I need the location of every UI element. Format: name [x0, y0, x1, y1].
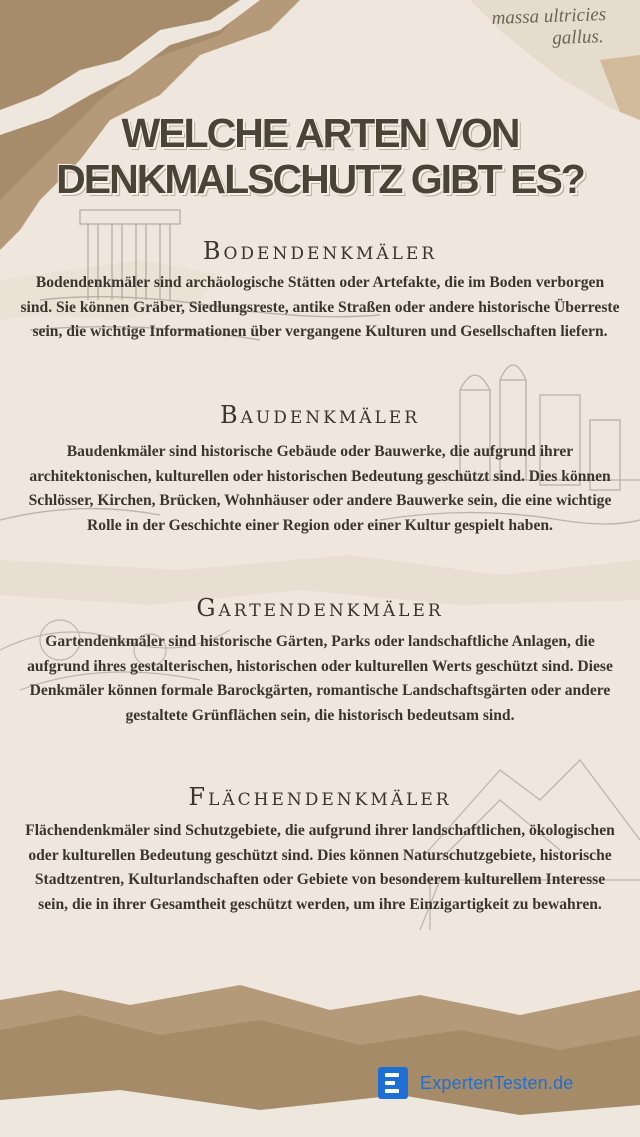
- page-title-line2: DENKMALSCHUTZ GIBT ES?: [56, 156, 584, 202]
- section-heading-flaechendenkmaeler: Flächendenkmäler: [188, 783, 452, 811]
- brand-logo-link[interactable]: [378, 1066, 574, 1100]
- section-text-baudenkmaeler: Baudenkmäler sind historische Gebäude oder Bauwerke, die aufgrund ihrer architektonischen, kulturellen oder historischen Bedeutung geschützt sind. Dies können Schlösser, Kirchen, Brücken, Wohnhäuser oder andere Bauwerke sein, die eine wichtige Rolle in der Geschichte einer Region oder einer Kultur gespielt haben.: [28, 443, 612, 534]
- corner-script-line1: massa ultricies: [491, 4, 607, 29]
- section-text-bodendenkmaeler: Bodendenkmäler sind archäologische Stätten oder Artefakte, die im Boden verborgen sind. Sie können Gräber, Siedlungsreste, antike Straßen oder andere historische Überreste sein, die wichtige Informationen über vergangene Kulturen und Gesellschaften liefern.: [20, 274, 620, 340]
- section-text-gartendenkmaeler: Gartendenkmäler sind historische Gärten, Parks oder landschaftliche Anlagen, die aufgrund ihres gestalterischen, historischen oder kulturellen Werts geschützt sind. Diese Denkmäler können formale Barockgärten, romantische Landschaftsgärten oder andere gestaltete Grünflächen sein, die historisch bedeutsam sind.: [27, 633, 613, 724]
- section-heading-baudenkmaeler: Baudenkmäler: [219, 401, 421, 429]
- page-title-line1: WELCHE ARTEN VON: [121, 110, 519, 156]
- brand-logo-icon: [378, 1067, 408, 1099]
- corner-script-line2: gallus.: [551, 26, 604, 49]
- corner-script-text: [491, 4, 607, 52]
- section-text-flaechendenkmaeler: Flächendenkmäler sind Schutzgebiete, die aufgrund ihrer landschaftlichen, ökologischen oder kulturellen Bedeutung geschützt sind. Dies können Naturschutzgebiete, historische Stadtzentren, Kulturlandschaften oder Gebiete von besonderem kulturellem Interesse sein, die in ihrer Gesamtheit geschützt werden, um ihre Einzigartigkeit zu bewahren.: [25, 822, 615, 913]
- brand-name: ExpertenTesten.de: [420, 1072, 574, 1093]
- section-heading-gartendenkmaeler: Gartendenkmäler: [196, 594, 444, 622]
- section-heading-bodendenkmaeler: Bodendenkmäler: [202, 237, 438, 265]
